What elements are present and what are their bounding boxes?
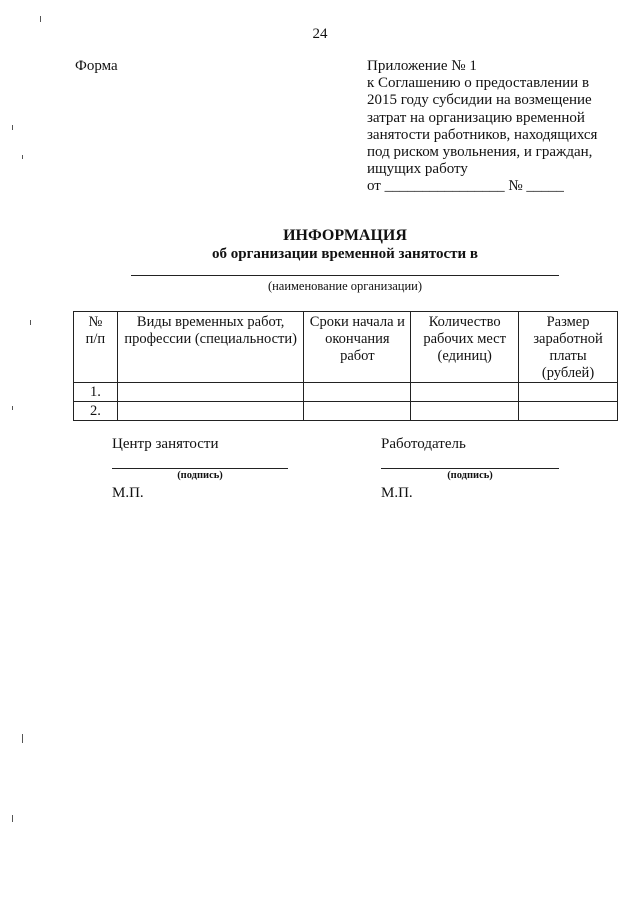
- table-row: [74, 383, 618, 402]
- scan-speck: [12, 125, 13, 130]
- employer-label: Работодатель: [381, 436, 466, 452]
- organization-name-line: [131, 275, 559, 276]
- employment-center-signature-line: [112, 468, 288, 469]
- appendix-line: ищущих работу: [367, 161, 468, 178]
- scan-speck: [22, 734, 23, 743]
- appendix-line: под риском увольнения, и граждан,: [367, 144, 593, 161]
- appendix-line: к Соглашению о предоставлении в: [367, 75, 590, 92]
- table-cell[interactable]: [117, 402, 304, 421]
- table-cell[interactable]: [411, 402, 519, 421]
- employer-signature-caption: (подпись): [447, 470, 493, 481]
- table-cell[interactable]: [519, 383, 618, 402]
- appendix-line: занятости работников, находящихся: [367, 126, 598, 143]
- table-header-row: [74, 312, 618, 383]
- employer-stamp-place: М.П.: [381, 485, 413, 501]
- appendix-block: [367, 58, 617, 196]
- header-job-types: Виды временных работ, профессии (специальности): [117, 312, 304, 383]
- table-cell[interactable]: [411, 383, 519, 402]
- employer-signature-line: [381, 468, 559, 469]
- document-title: ИНФОРМАЦИЯ: [283, 227, 407, 244]
- header-salary: Размер заработной платы (рублей): [519, 312, 618, 383]
- employment-center-label: Центр занятости: [112, 436, 219, 452]
- appendix-date-number-line: от ________________ № _____: [367, 178, 564, 195]
- appendix-line: затрат на организацию временной: [367, 109, 585, 126]
- table-cell[interactable]: [304, 402, 411, 421]
- table-cell[interactable]: [519, 402, 618, 421]
- organization-name-caption: (наименование организации): [267, 279, 423, 293]
- header-work-period: Сроки начала и окончания работ: [304, 312, 411, 383]
- employment-center-stamp-place: М.П.: [112, 485, 144, 501]
- table-row: [74, 402, 618, 421]
- scan-speck: [12, 815, 13, 822]
- scan-speck: [12, 406, 13, 410]
- form-label: Форма: [75, 58, 118, 74]
- scan-speck: [22, 155, 23, 159]
- scan-speck: [40, 16, 41, 22]
- page-number: 24: [312, 26, 328, 42]
- scan-speck: [30, 320, 31, 325]
- header-workplaces-count: Количество рабочих мест (единиц): [411, 312, 519, 383]
- appendix-line: Приложение № 1: [367, 58, 477, 74]
- table-cell[interactable]: [117, 383, 304, 402]
- row-number: 2.: [74, 402, 118, 421]
- table-cell[interactable]: [304, 383, 411, 402]
- appendix-line: 2015 году субсидии на возмещение: [367, 92, 592, 109]
- document-subtitle: об организации временной занятости в: [211, 246, 479, 262]
- header-number: № п/п: [74, 312, 118, 383]
- row-number: 1.: [74, 383, 118, 402]
- employment-center-signature-caption: (подпись): [177, 470, 223, 481]
- employment-info-table: [73, 311, 618, 421]
